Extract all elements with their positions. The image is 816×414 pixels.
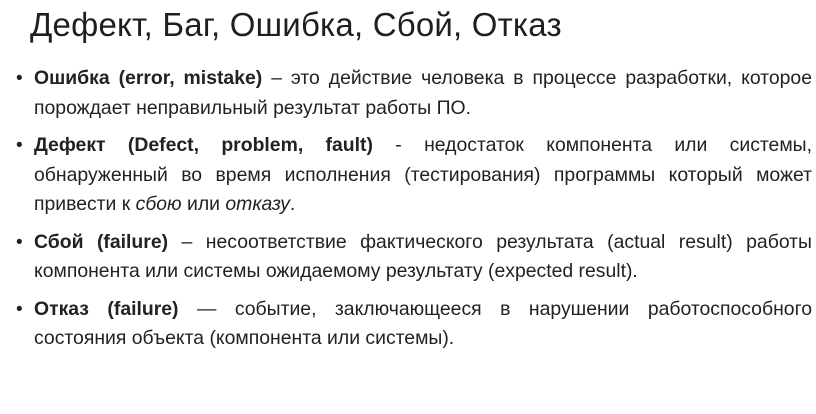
- term-error: Ошибка (error, mistake): [34, 67, 263, 89]
- bullet-icon: •: [16, 298, 23, 320]
- slide-title: Дефект, Баг, Ошибка, Сбой, Отказ: [30, 6, 562, 43]
- definition-list: [16, 64, 812, 354]
- emphasis-refusal-word: отказу: [225, 193, 290, 215]
- bullet-icon: •: [16, 231, 23, 253]
- definition-defect: - недостаток компонента или системы, обнаруженный во время исполнения (тестирования) программы который может привести к: [34, 134, 812, 215]
- definition-failure: – несоответствие фактического результата (actual result) работы компонента или системы ожидаемому результату (expected result).: [34, 230, 812, 282]
- definition-error: – это действие человека в процессе разработки, которое порождает неправильный результат работы ПО.: [34, 67, 812, 119]
- bullet-icon: •: [16, 68, 23, 89]
- definition-defect-mid: или: [181, 193, 226, 215]
- definition-refusal: — событие, заключающееся в нарушении работоспособного состояния объекта (компонента или системы).: [34, 297, 812, 349]
- list-item-defect: [16, 131, 812, 220]
- bullet-icon: •: [16, 135, 23, 156]
- term-refusal: Отказ (failure): [34, 297, 179, 320]
- list-item-refusal: [16, 295, 812, 354]
- definition-defect-tail: .: [289, 193, 296, 215]
- term-defect: Дефект (Defect, problem, fault): [34, 134, 373, 156]
- list-item-failure: [16, 228, 812, 287]
- term-failure: Сбой (failure): [34, 230, 169, 253]
- list-item-error: [16, 64, 812, 123]
- emphasis-failure-word: сбою: [135, 193, 182, 215]
